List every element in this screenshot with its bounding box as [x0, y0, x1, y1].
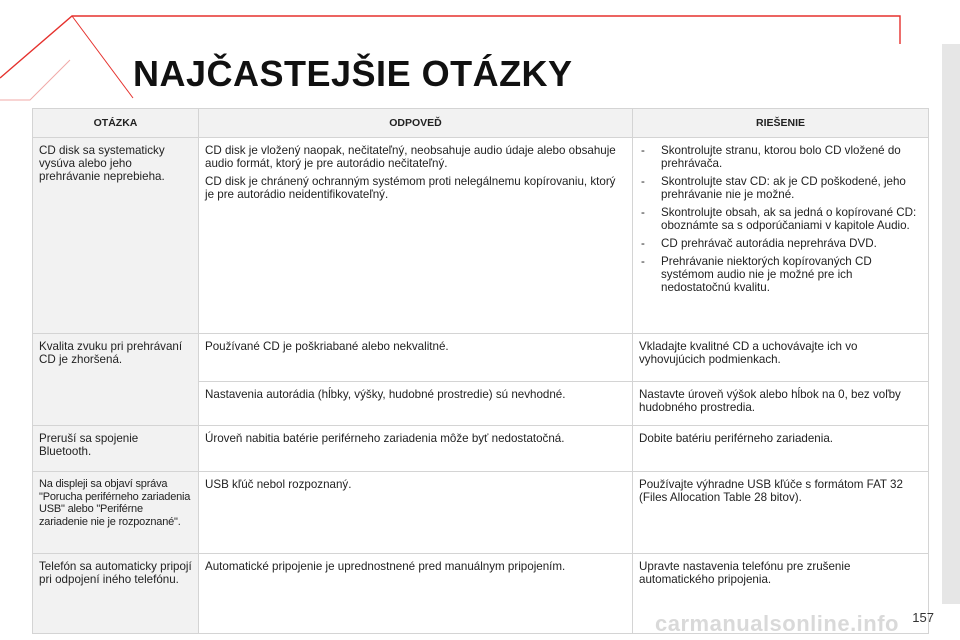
question-cell: Kvalita zvuku pri prehrávaní CD je zhoršená.	[33, 334, 199, 426]
answer-text: CD disk je chránený ochranným systémom proti nelegálnemu kopírovaniu, ktorý je pre autorádio neidentifikovateľný.	[205, 175, 616, 201]
table-row	[33, 472, 929, 554]
solution-text: CD prehrávač autorádia neprehráva DVD.	[661, 237, 877, 250]
solution-cell: Vkladajte kvalitné CD a uchovávajte ich vo vyhovujúcich podmienkach.	[633, 334, 929, 382]
table-header-row	[33, 109, 929, 138]
solution-text: Skontrolujte obsah, ak sa jedná o kopírované CD: oboznámte sa s odporúčaniami v kapitole Audio.	[661, 206, 917, 232]
table-row	[33, 426, 929, 472]
table-row	[33, 138, 929, 334]
answer-cell: Automatické pripojenie je uprednostnené pred manuálnym pripojením.	[199, 554, 633, 634]
column-header-answer: ODPOVEĎ	[199, 109, 633, 138]
answer-cell: Úroveň nabitia batérie periférneho zariadenia môže byť nedostatočná.	[199, 426, 633, 472]
faq-table	[32, 108, 929, 634]
solution-cell	[633, 138, 929, 334]
question-cell: Preruší sa spojenie Bluetooth.	[33, 426, 199, 472]
solution-cell: Používajte výhradne USB kľúče s formátom FAT 32 (Files Allocation Table 28 bitov).	[633, 472, 929, 554]
solution-text: Skontrolujte stav CD: ak je CD poškodené, jeho prehrávanie nie je možné.	[661, 175, 906, 201]
side-tab-bar	[942, 44, 960, 604]
solution-text: Skontrolujte stranu, ktorou bolo CD vložené do prehrávača.	[661, 144, 901, 170]
page-number: 157	[912, 610, 934, 625]
solution-item: - Skontrolujte stranu, ktorou bolo CD vložené do prehrávača.	[641, 144, 901, 170]
answer-cell: Používané CD je poškriabané alebo nekvalitné.	[199, 334, 633, 382]
solution-cell: Nastavte úroveň výšok alebo hĺbok na 0, bez voľby hudobného prostredia.	[633, 382, 929, 426]
page-title: NAJČASTEJŠIE OTÁZKY	[133, 53, 573, 94]
answer-cell: USB kľúč nebol rozpoznaný.	[199, 472, 633, 554]
answer-cell	[199, 138, 633, 334]
solution-cell: Dobite batériu periférneho zariadenia.	[633, 426, 929, 472]
column-header-question: OTÁZKA	[33, 109, 199, 138]
answer-text: CD disk je vložený naopak, nečitateľný, neobsahuje audio údaje alebo obsahuje audio formát, ktorý je pre autorádio nečitateľný.	[205, 144, 616, 170]
column-header-solution: RIEŠENIE	[633, 109, 929, 138]
solution-cell: Upravte nastavenia telefónu pre zrušenie automatického pripojenia.	[633, 554, 929, 634]
solution-item: - Skontrolujte stav CD: ak je CD poškodené, jeho prehrávanie nie je možné.	[641, 175, 906, 201]
answer-cell: Nastavenia autorádia (hĺbky, výšky, hudobné prostredie) sú nevhodné.	[199, 382, 633, 426]
question-cell: Telefón sa automaticky pripojí pri odpojení iného telefónu.	[33, 554, 199, 634]
solution-text: Prehrávanie niektorých kopírovaných CD systémom audio nie je možné pre ich nedostatočnú kvalitu.	[661, 255, 872, 294]
solution-item: - CD prehrávač autorádia neprehráva DVD.	[641, 237, 877, 250]
table-row	[33, 334, 929, 382]
question-cell: Na displeji sa objaví správa "Porucha periférneho zariadenia USB" alebo "Periférne zariadenie nie je rozpoznané".	[33, 472, 199, 554]
watermark: carmanualsonline.info	[655, 611, 899, 636]
solution-item: - Skontrolujte obsah, ak sa jedná o kopírované CD: oboznámte sa s odporúčaniami v kapitole Audio.	[641, 206, 917, 232]
question-cell: CD disk sa systematicky vysúva alebo jeho prehrávanie neprebieha.	[33, 138, 199, 334]
solution-list	[639, 144, 922, 294]
solution-item: - Prehrávanie niektorých kopírovaných CD systémom audio nie je možné pre ich nedostatočnú kvalitu.	[641, 255, 872, 294]
